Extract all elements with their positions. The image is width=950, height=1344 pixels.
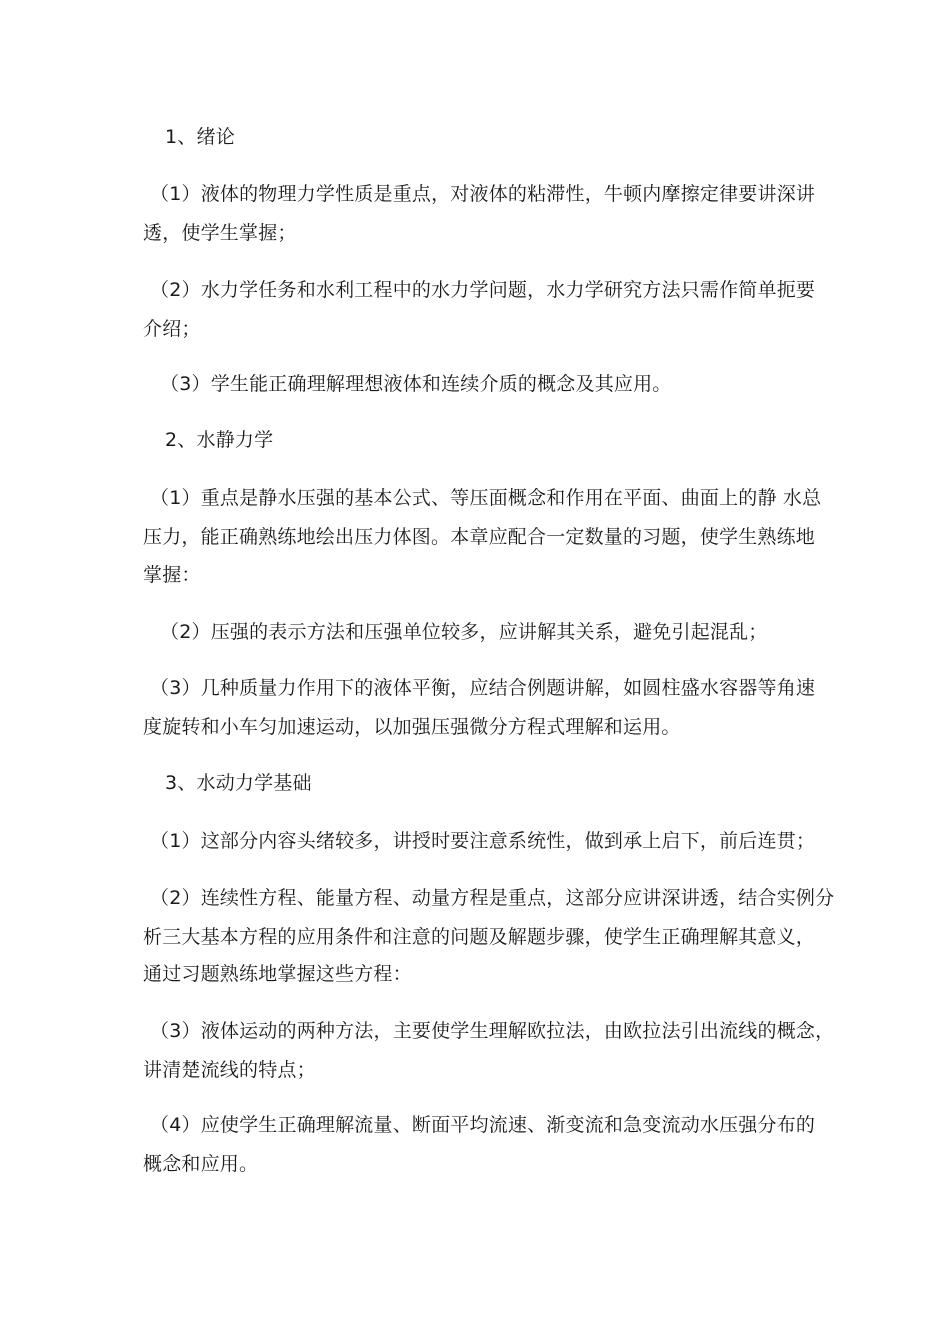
paragraph-line: （1）这部分内容头绪较多，讲授时要注意系统性，做到承上启下，前后连贯； [150, 830, 816, 852]
paragraph-line: （1）液体的物理力学性质是重点，对液体的粘滞性，牛顿内摩擦定律要讲深讲 [150, 183, 816, 205]
paragraph-line: 通过习题熟练地掌握这些方程： [143, 963, 412, 985]
paragraph-line: 介绍； [143, 318, 201, 340]
paragraph-line: （1）重点是静水压强的基本公式、等压面概念和作用在平面、曲面上的静 水总 [150, 487, 822, 509]
section-heading: 1、绪论 [165, 126, 235, 148]
paragraph-line: （2）连续性方程、能量方程、动量方程是重点，这部分应讲深讲透，结合实例分 [150, 887, 835, 909]
paragraph-line: （3）学生能正确理解理想液体和连续介质的概念及其应用。 [160, 373, 672, 395]
paragraph-line: （4）应使学生正确理解流量、断面平均流速、渐变流和急变流动水压强分布的 [150, 1114, 816, 1136]
paragraph-line: 度旋转和小车匀加速运动，以加强压强微分方程式理解和运用。 [143, 716, 681, 738]
paragraph-line: （2）压强的表示方法和压强单位较多，应讲解其关系，避免引起混乱； [160, 621, 768, 643]
paragraph-line: 概念和应用。 [143, 1153, 259, 1175]
paragraph-line: （3）几种质量力作用下的液体平衡，应结合例题讲解，如圆柱盛水容器等角速 [150, 677, 816, 699]
section-heading: 2、水静力学 [165, 429, 274, 451]
paragraph-line: 掌握： [143, 564, 201, 586]
paragraph-line: （3）液体运动的两种方法，主要使学生理解欧拉法，由欧拉法引出流线的概念， [150, 1020, 835, 1042]
paragraph-line: 析三大基本方程的应用条件和注意的问题及解题步骤，使学生正确理解其意义， [143, 926, 816, 948]
paragraph-line: （2）水力学任务和水利工程中的水力学问题，水力学研究方法只需作简单扼要 [150, 279, 816, 301]
paragraph-line: 讲清楚流线的特点； [143, 1059, 316, 1081]
paragraph-line: 透，使学生掌握； [143, 222, 297, 244]
paragraph-line: 压力，能正确熟练地绘出压力体图。本章应配合一定数量的习题，使学生熟练地 [143, 526, 816, 548]
section-heading: 3、水动力学基础 [165, 772, 312, 794]
